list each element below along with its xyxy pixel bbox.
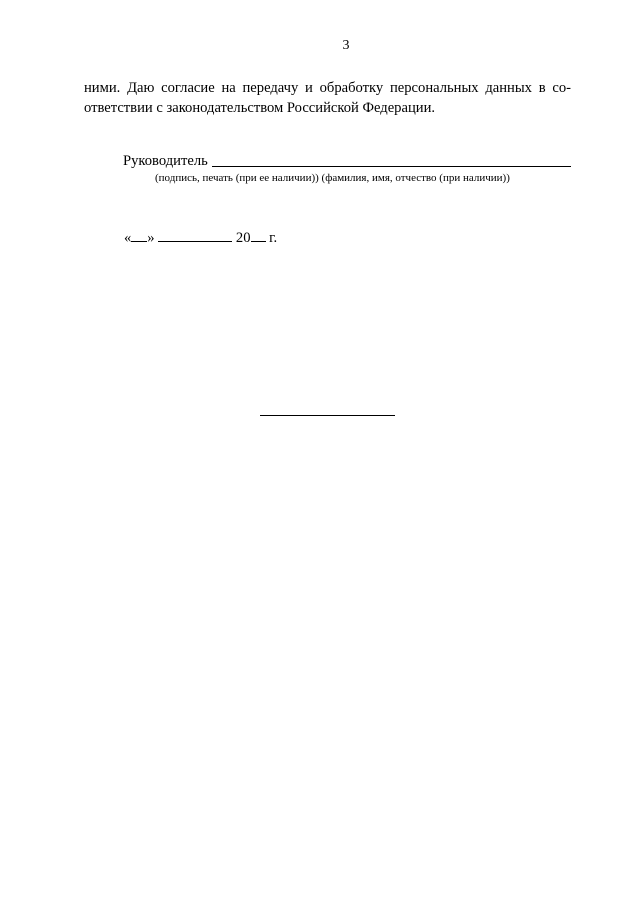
signature-caption: (подпись, печать (при ее наличии)) (фамилия, имя, отчество (при наличии)) [155, 172, 510, 184]
date-close-quote: » [147, 230, 155, 246]
date-row [124, 229, 277, 247]
consent-paragraph [84, 78, 571, 118]
month-blank [158, 229, 232, 242]
year-prefix: 20 [235, 230, 251, 246]
signature-label: Руководитель [123, 153, 208, 169]
consent-line-1: ними. Даю согласие на передачу и обработку персональных данных в со- [84, 80, 571, 96]
date-open-quote: « [124, 230, 132, 246]
page-number: 3 [342, 38, 350, 53]
consent-line-2: ответствии с законодательством Российской Федерации. [84, 100, 436, 116]
year-suffix: г. [269, 230, 278, 246]
day-blank [131, 229, 147, 242]
signature-field-line [212, 152, 571, 167]
signature-row [123, 150, 571, 170]
end-of-document-rule [260, 415, 395, 416]
year-blank [251, 229, 266, 242]
